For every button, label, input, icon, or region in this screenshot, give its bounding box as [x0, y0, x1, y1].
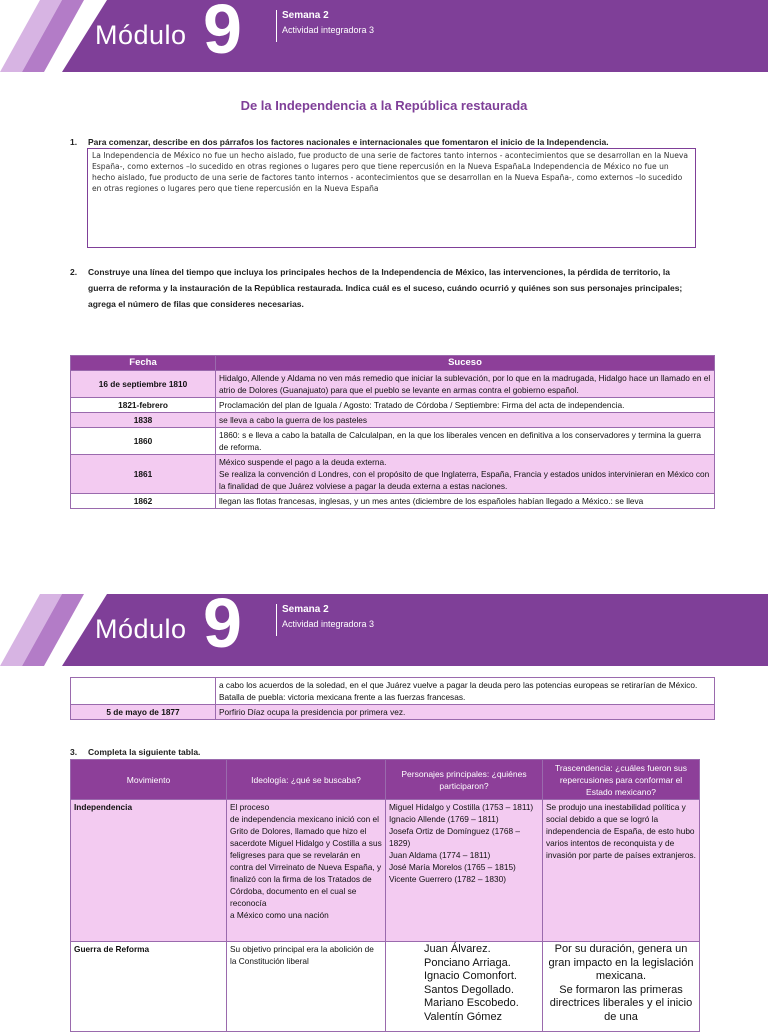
column-header: Suceso — [216, 356, 715, 371]
movement-cell: Guerra de Reforma — [71, 942, 227, 1032]
week-label: Semana 2 — [282, 604, 329, 615]
event-cell: 1860: s e lleva a cabo la batalla de Calculalpan, en la que los liberales vencen en definitiva a los conservadores y termina la guerra de reforma. — [216, 428, 715, 455]
column-header: Trascendencia: ¿cuáles fueron sus repercusiones para conformar el Estado mexicano? — [543, 760, 700, 800]
date-cell: 5 de mayo de 1877 — [71, 705, 216, 720]
date-cell: 1838 — [71, 413, 216, 428]
table-row — [71, 413, 715, 428]
event-cell: Porfirio Díaz ocupa la presidencia por primera vez. — [216, 705, 715, 720]
significance-cell: Se produjo una inestabilidad política y social debido a que se logró la independencia de España, de esto hubo varios intentos de reconquista y de invasión por parte de países extranjeros. — [543, 800, 700, 942]
column-header: Movimiento — [71, 760, 227, 800]
characters-cell: Miguel Hidalgo y Costilla (1753 – 1811) Ignacio Allende (1769 – 1811) Josefa Ortiz de Domínguez (1768 – 1829) Juan Aldama (1774 – 1811) José María Morelos (1765 – 1815) Vicente Guerrero (1782 – 1830) — [386, 800, 543, 942]
banner-divider — [276, 10, 277, 42]
significance-cell: Por su duración, genera un gran impacto en la legislación mexicana. Se formaron las primeras directrices liberales y el inicio de una — [543, 942, 700, 1032]
question-text: Construye una línea del tiempo que incluya los principales hechos de la Independencia de México, las intervenciones, la pérdida de territorio, la guerra de reforma y la instauración de la República restaurada. Indica cuál es el suceso, cuándo ocurrió y quiénes son sus personajes principales; agrega el número de filas que consideres necesarias. — [88, 267, 683, 309]
movements-table — [70, 759, 700, 1032]
event-cell: llegan las flotas francesas, inglesas, y un mes antes (diciembre de los españoles habían llegado a México.: se lleva — [216, 494, 715, 509]
answer-box[interactable]: La Independencia de México no fue un hecho aislado, fue producto de una serie de factores tanto internos - acontecimientos que se desarrollan en la Nueva España-, como externos –lo sucedido en otras regiones o lugares pero que tiene repercusión en la Nueva EspañaLa Independencia de México no fue un hecho aislado, fue producto de una serie de factores tanto internos - acontecimientos que se desarrollan en la Nueva España-, como externos –lo sucedido en otras regiones o lugares pero que tiene repercusión en la Nueva España — [87, 148, 696, 248]
date-cell: 1862 — [71, 494, 216, 509]
page-title: De la Independencia a la República restaurada — [240, 98, 528, 113]
date-cell: 1861 — [71, 455, 216, 494]
table-row — [71, 428, 715, 455]
date-cell: 16 de septiembre 1810 — [71, 371, 216, 398]
question-text: Para comenzar, describe en dos párrafos los factores nacionales e internacionales que fomentaron el inicio de la Independencia. — [88, 137, 609, 147]
question-3 — [70, 744, 688, 760]
table-row — [71, 678, 715, 705]
module-label: Módulo — [95, 614, 187, 644]
column-header: Ideología: ¿qué se buscaba? — [227, 760, 386, 800]
table-row — [71, 398, 715, 413]
date-cell — [71, 678, 216, 705]
module-label: Módulo — [95, 20, 187, 50]
question-2 — [70, 264, 688, 312]
column-header: Fecha — [71, 356, 216, 371]
question-number: 2. — [70, 267, 78, 277]
event-cell: México suspende el pago a la deuda externa. Se realiza la convención d Londres, con el propósito de que Inglaterra, España, Francia y estados unidos intervinieran en México con la finalidad de que Juárez volviese a pagar la deuda externa a estas naciones. — [216, 455, 715, 494]
event-cell: se lleva a cabo la guerra de los pasteles — [216, 413, 715, 428]
event-cell: a cabo los acuerdos de la soledad, en el que Juárez vuelve a pagar la deuda pero las potencias europeas se retirarían de México. Batalla de puebla: victoria mexicana frente a las fuerzas francesas. — [216, 678, 715, 705]
table-row — [71, 371, 715, 398]
question-text: Completa la siguiente tabla. — [88, 747, 201, 757]
banner-divider — [276, 604, 277, 636]
module-banner — [0, 584, 768, 666]
table-row — [71, 800, 700, 942]
event-cell: Proclamación del plan de Iguala / Agosto: Tratado de Córdoba / Septiembre: Firma del acta de independencia. — [216, 398, 715, 413]
activity-label: Actividad integradora 3 — [282, 25, 375, 35]
question-number: 1. — [70, 137, 78, 147]
column-header: Personajes principales: ¿quiénes participaron? — [386, 760, 543, 800]
date-cell: 1821-febrero — [71, 398, 216, 413]
movement-cell: Independencia — [71, 800, 227, 942]
event-cell: Hidalgo, Allende y Aldama no ven más remedio que iniciar la sublevación, por lo que en la madrugada, Hidalgo hace un llamado en el atrio de Dolores (Guanajuato) para que el pueblo se levante en armas contra el gobierno español. — [216, 371, 715, 398]
table-row — [71, 942, 700, 1032]
table-row — [71, 705, 715, 720]
timeline-table — [70, 355, 715, 509]
table-row — [71, 455, 715, 494]
ideology-cell: Su objetivo principal era la abolición de la Constitución liberal — [227, 942, 386, 1032]
module-number: 9 — [203, 584, 242, 662]
module-banner — [0, 0, 768, 72]
activity-label: Actividad integradora 3 — [282, 619, 375, 629]
timeline-table-continued — [70, 677, 715, 720]
date-cell: 1860 — [71, 428, 216, 455]
module-number: 9 — [203, 0, 242, 68]
characters-cell: Juan Álvarez. Ponciano Arriaga. Ignacio Comonfort. Santos Degollado. Mariano Escobedo. Valentín Gómez — [386, 942, 543, 1032]
week-label: Semana 2 — [282, 10, 329, 21]
table-row — [71, 494, 715, 509]
question-number: 3. — [70, 747, 78, 757]
ideology-cell: El proceso de independencia mexicano inició con el Grito de Dolores, llamado que hizo el sacerdote Miguel Hidalgo y Costilla a sus feligreses para que se revelarán en contra del Virreinato de Nueva España, y finalizó con la firma de los Tratados de Córdoba, documento en el cual se reconocía a México como una nación — [227, 800, 386, 942]
